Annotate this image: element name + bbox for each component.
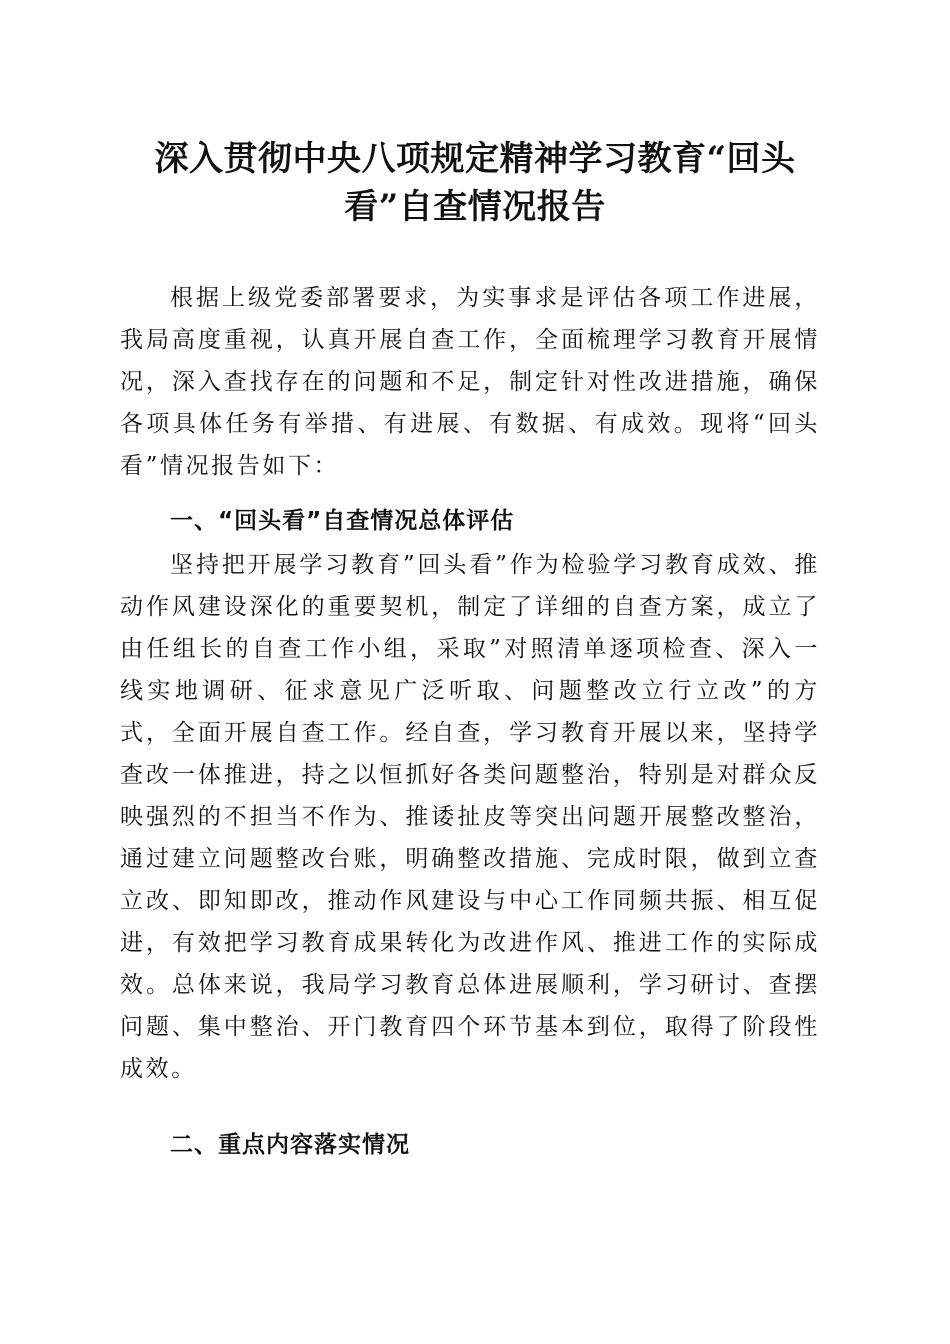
document-title: 深入贯彻中央八项规定精神学习教育“回头看”自查情况报告 (154, 139, 796, 227)
section-1-paragraph: 坚持把开展学习教育”回头看”作为检验学习教育成效、推动作风建设深化的重要契机，制定了详细的自查方案，成立了由任组长的自查工作小组，采取”对照清单逐项检查、深入一线实地调研、征求意见广泛听取、问题整改立行立改”的方式，全面开展自查工作。经自查，学习教育开展以来，坚持学查改一体推进，持之以恒抓好各类问题整治，特别是对群众反映强烈的不担当不作为、推诿扯皮等突出问题开展整改整治，通过建立问题整改台账，明确整改措施、完成时限，做到立查立改、即知即改，推动作风建设与中心工作同频共振、相互促进，有效把学习教育成果转化为改进作风、推进工作的实际成效。总体来说，我局学习教育总体进展顺利，学习研讨、查摆问题、集中整治、开门教育四个环节基本到位，取得了阶段性成效。 (120, 552, 820, 1082)
intro-paragraph: 根据上级党委部署要求，为实事求是评估各项工作进展，我局高度重视，认真开展自查工作，全面梳理学习教育开展情况，深入查找存在的问题和不足，制定针对性改进措施，确保各项具体任务有举措、有进展、有数据、有成效。现将“回头看”情况报告如下： (120, 285, 820, 479)
section-heading-2: 二、重点内容落实情况 (170, 1132, 410, 1158)
section-heading-1: 一、“回头看”自查情况总体评估 (170, 508, 515, 534)
